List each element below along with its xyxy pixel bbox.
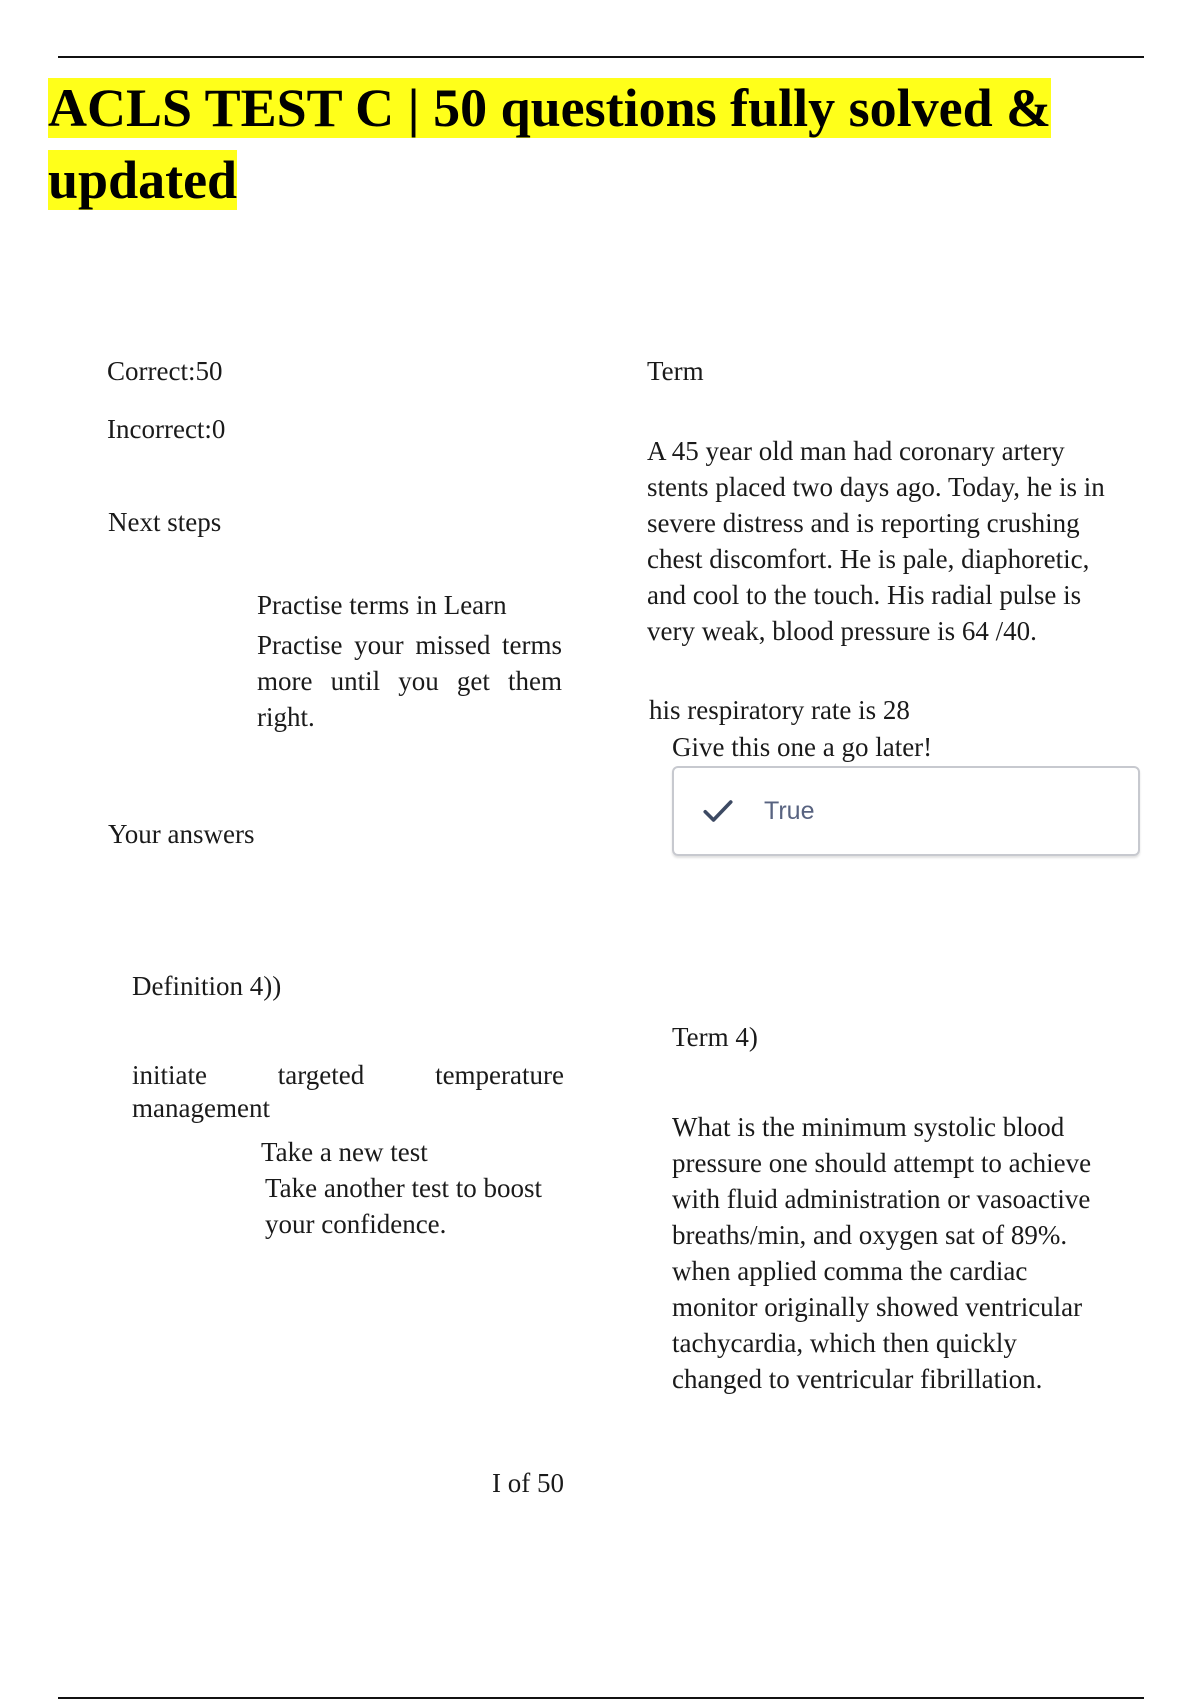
bottom-rule <box>58 1697 1144 1699</box>
correct-count: Correct:50 <box>107 356 223 386</box>
answer-option-true[interactable] <box>672 766 1140 856</box>
term-4-label: Term 4) <box>672 1022 758 1052</box>
term-4-question-text: What is the minimum systolic blood pressure one should attempt to achieve with fluid administration or vasoactive breaths/min, and oxygen sat of 89%. when applied comma the cardiac monitor originally showed ventricular tachycardia, which then quickly changed to ventricular fibrillation. <box>672 1112 1092 1394</box>
page-indicator: I of 50 <box>492 1468 564 1498</box>
new-test-option-title[interactable]: Take a new test <box>261 1137 428 1167</box>
your-answers-heading: Your answers <box>108 819 255 849</box>
term-extra-line: his respiratory rate is 28 <box>649 695 910 725</box>
definition-text: initiate targeted temperature management <box>132 1060 564 1123</box>
answer-option-label: True <box>764 796 815 825</box>
definition-label: Definition 4)) <box>132 971 282 1001</box>
top-rule <box>58 56 1144 58</box>
term-label: Term <box>647 356 704 386</box>
give-later-hint[interactable]: Give this one a go later! <box>672 732 933 762</box>
learn-option-description: Practise your missed terms more until you get them right. <box>257 630 562 732</box>
check-icon <box>700 793 736 829</box>
incorrect-count: Incorrect:0 <box>107 414 226 444</box>
next-steps-heading: Next steps <box>108 507 222 537</box>
learn-option-title[interactable]: Practise terms in Learn <box>257 590 507 620</box>
term-question-text: A 45 year old man had coronary artery stents placed two days ago. Today, he is in severe distress and is reporting crushing chest discomfort. He is pale, diaphoretic, and cool to the touch. His radial pulse is very weak, blood pressure is 64 /40. <box>647 436 1105 646</box>
document-title: ACLS TEST C | 50 questions fully solved & updated <box>48 78 1052 210</box>
new-test-option-description: Take another test to boost your confidence. <box>265 1173 543 1239</box>
